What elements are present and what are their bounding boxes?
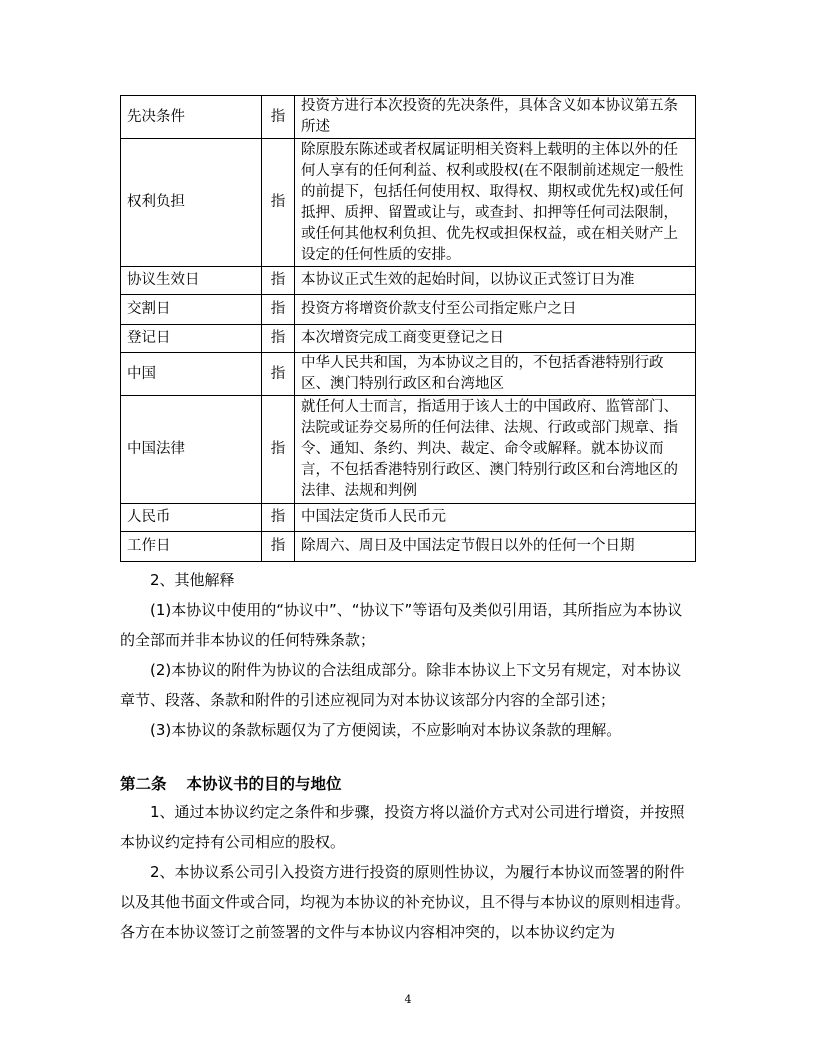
marker-cell: 指 (262, 295, 295, 325)
marker-cell: 指 (262, 139, 295, 267)
meaning-cell: 本协议正式生效的起始时间，以协议正式签订日为准 (295, 267, 696, 295)
meaning-cell: 投资方进行本次投资的先决条件，具体含义如本协议第五条所述 (295, 96, 696, 139)
table-row (121, 139, 696, 267)
section-subtitle: 2、其他解释 (150, 571, 235, 589)
table-row (121, 325, 696, 353)
term-cell: 协议生效日 (121, 267, 262, 295)
term-cell: 工作日 (121, 532, 262, 562)
marker-cell: 指 (262, 325, 295, 353)
meaning-cell: 投资方将增资价款支付至公司指定账户之日 (295, 295, 696, 325)
table-row (121, 295, 696, 325)
paragraph: 1、通过本协议约定之条件和步骤，投资方将以溢价方式对公司进行增资，并按照本协议约定持有公司相应的股权。 (120, 803, 685, 851)
paragraph: 2、本协议系公司引入投资方进行投资的原则性协议，为履行本协议而签署的附件以及其他书面文件或合同，均视为本协议的补充协议，且不得与本协议的原则相违背。各方在本协议签订之前签署的文件与本协议内容相冲突的，以本协议约定为 (120, 863, 691, 941)
page-number: 4 (404, 993, 412, 1006)
meaning-cell: 就任何人士而言，指适用于该人士的中国政府、监管部门、法院或证券交易所的任何法律、法规、行政或部门规章、指令、通知、条约、判决、裁定、命令或解释。就本协议而言，不包括香港特别行政区、澳门特别行政区和台湾地区的法律、法规和判例 (295, 396, 696, 504)
meaning-cell: 除原股东陈述或者权属证明相关资料上载明的主体以外的任何人享有的任何利益、权利或股权(在不限制前述规定一般性的前提下，包括任何使用权、取得权、期权或优先权)或任何抵押、质押、留置或让与，或查封、扣押等任何司法限制，或任何其他权利负担、优先权或担保权益，或在相关财产上设定的任何性质的安排。 (295, 139, 696, 267)
article-heading (120, 771, 696, 797)
meaning-cell: 中华人民共和国，为本协议之目的，不包括香港特别行政区、澳门特别行政区和台湾地区 (295, 353, 696, 396)
term-cell: 中国 (121, 353, 262, 396)
marker-cell: 指 (262, 532, 295, 562)
meaning-cell: 本次增资完成工商变更登记之日 (295, 325, 696, 353)
table-row (121, 353, 696, 396)
definitions-table (120, 95, 696, 562)
other-interpretation-section (120, 565, 696, 745)
paragraph: (3)本协议的条款标题仅为了方便阅读，不应影响对本协议条款的理解。 (150, 721, 622, 739)
marker-cell: 指 (262, 353, 295, 396)
table-row (121, 267, 696, 295)
table-row (121, 504, 696, 532)
term-cell: 交割日 (121, 295, 262, 325)
article-body (120, 797, 696, 947)
table-row (121, 396, 696, 504)
term-cell: 人民币 (121, 504, 262, 532)
article-number: 第二条 (120, 775, 167, 793)
paragraph: (1)本协议中使用的“协议中”、“协议下”等语句及类似引用语，其所指应为本协议的全部而并非本协议的任何特殊条款； (120, 601, 683, 649)
marker-cell: 指 (262, 267, 295, 295)
term-cell: 登记日 (121, 325, 262, 353)
article-title: 本协议书的目的与地位 (186, 775, 342, 793)
term-cell: 权利负担 (121, 139, 262, 267)
paragraph: (2)本协议的附件为协议的合法组成部分。除非本协议上下文另有规定，对本协议章节、段落、条款和附件的引述应视同为对本协议该部分内容的全部引述； (120, 661, 682, 709)
marker-cell: 指 (262, 504, 295, 532)
meaning-cell: 中国法定货币人民币元 (295, 504, 696, 532)
table-row (121, 96, 696, 139)
term-cell: 中国法律 (121, 396, 262, 504)
term-cell: 先决条件 (121, 96, 262, 139)
marker-cell: 指 (262, 396, 295, 504)
meaning-cell: 除周六、周日及中国法定节假日以外的任何一个日期 (295, 532, 696, 562)
marker-cell: 指 (262, 96, 295, 139)
table-row (121, 532, 696, 562)
